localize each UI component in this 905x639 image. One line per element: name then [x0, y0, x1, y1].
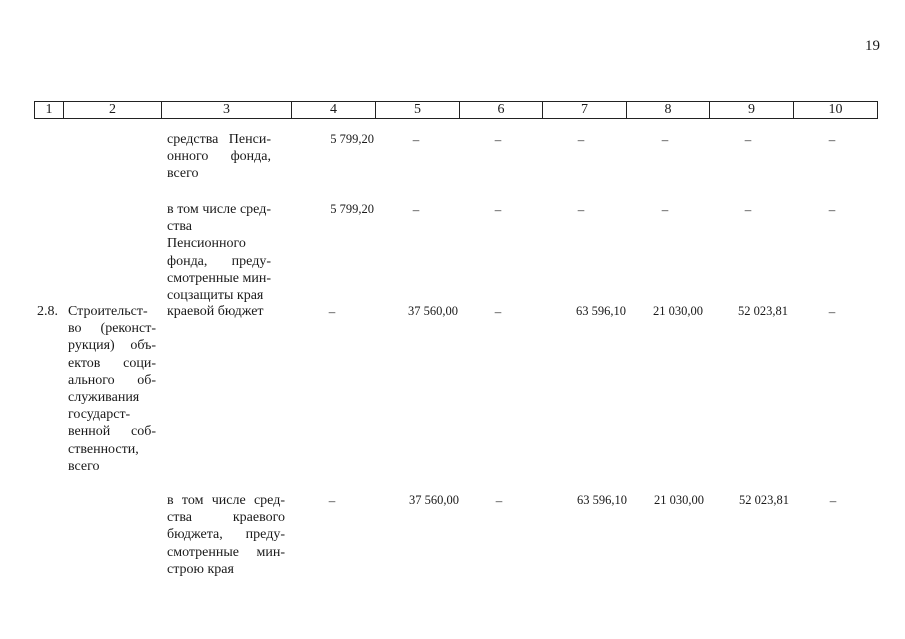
value-col-4: – [328, 493, 336, 508]
value-col-10: – [829, 493, 837, 508]
header-col-4: 4 [292, 102, 376, 119]
value-col-5: – [412, 202, 420, 217]
value-col-10: – [828, 202, 836, 217]
value-col-5: 37 560,00 [409, 493, 459, 507]
value-col-6: – [495, 493, 503, 508]
value-col-9: 52 023,81 [738, 304, 788, 318]
header-col-10: 10 [794, 102, 878, 119]
value-col-7: – [577, 132, 585, 147]
value-col-7: 63 596,10 [576, 304, 626, 318]
value-col-6: – [494, 304, 502, 319]
value-col-9: 52 023,81 [739, 493, 789, 507]
header-col-6: 6 [460, 102, 543, 119]
page-number: 19 [865, 38, 880, 54]
value-col-8: – [661, 202, 669, 217]
row-number: 2.8. [37, 304, 58, 319]
value-col-10: – [828, 304, 836, 319]
value-col-4: – [328, 304, 336, 319]
header-col-9: 9 [710, 102, 794, 119]
value-col-8: 21 030,00 [653, 304, 703, 318]
value-col-7: 63 596,10 [577, 493, 627, 507]
funding-source: в том числе сред-ства Пенсионного фонда, преду-смотренные мин-соцзащиты края [167, 202, 272, 304]
value-col-7: – [577, 202, 585, 217]
header-col-8: 8 [627, 102, 710, 119]
funding-source: средства Пенси-онного фонда, всего [167, 132, 271, 182]
value-col-8: – [661, 132, 669, 147]
header-col-5: 5 [376, 102, 460, 119]
header-col-3: 3 [162, 102, 292, 119]
value-col-9: – [744, 202, 752, 217]
item-name: Строительст-во (реконст-рукция) объ-ектов соци-ального об-служивания государст-венной соб-ственности, всего [68, 304, 156, 474]
funding-source: краевой бюджет [167, 304, 264, 319]
value-col-5: 37 560,00 [408, 304, 458, 318]
value-col-10: – [828, 132, 836, 147]
header-row [35, 102, 878, 119]
value-col-8: 21 030,00 [654, 493, 704, 507]
value-col-6: – [494, 202, 502, 217]
value-col-6: – [494, 132, 502, 147]
value-col-4: 5 799,20 [330, 202, 374, 216]
funding-source: в том числе сред-ства краевого бюджета, преду-смотренные мин-строю края [167, 493, 285, 577]
header-col-2: 2 [64, 102, 162, 119]
value-col-4: 5 799,20 [330, 132, 374, 146]
header-col-1: 1 [35, 102, 64, 119]
value-col-9: – [744, 132, 752, 147]
value-col-5: – [412, 132, 420, 147]
header-col-7: 7 [543, 102, 627, 119]
column-header-table [34, 101, 878, 119]
